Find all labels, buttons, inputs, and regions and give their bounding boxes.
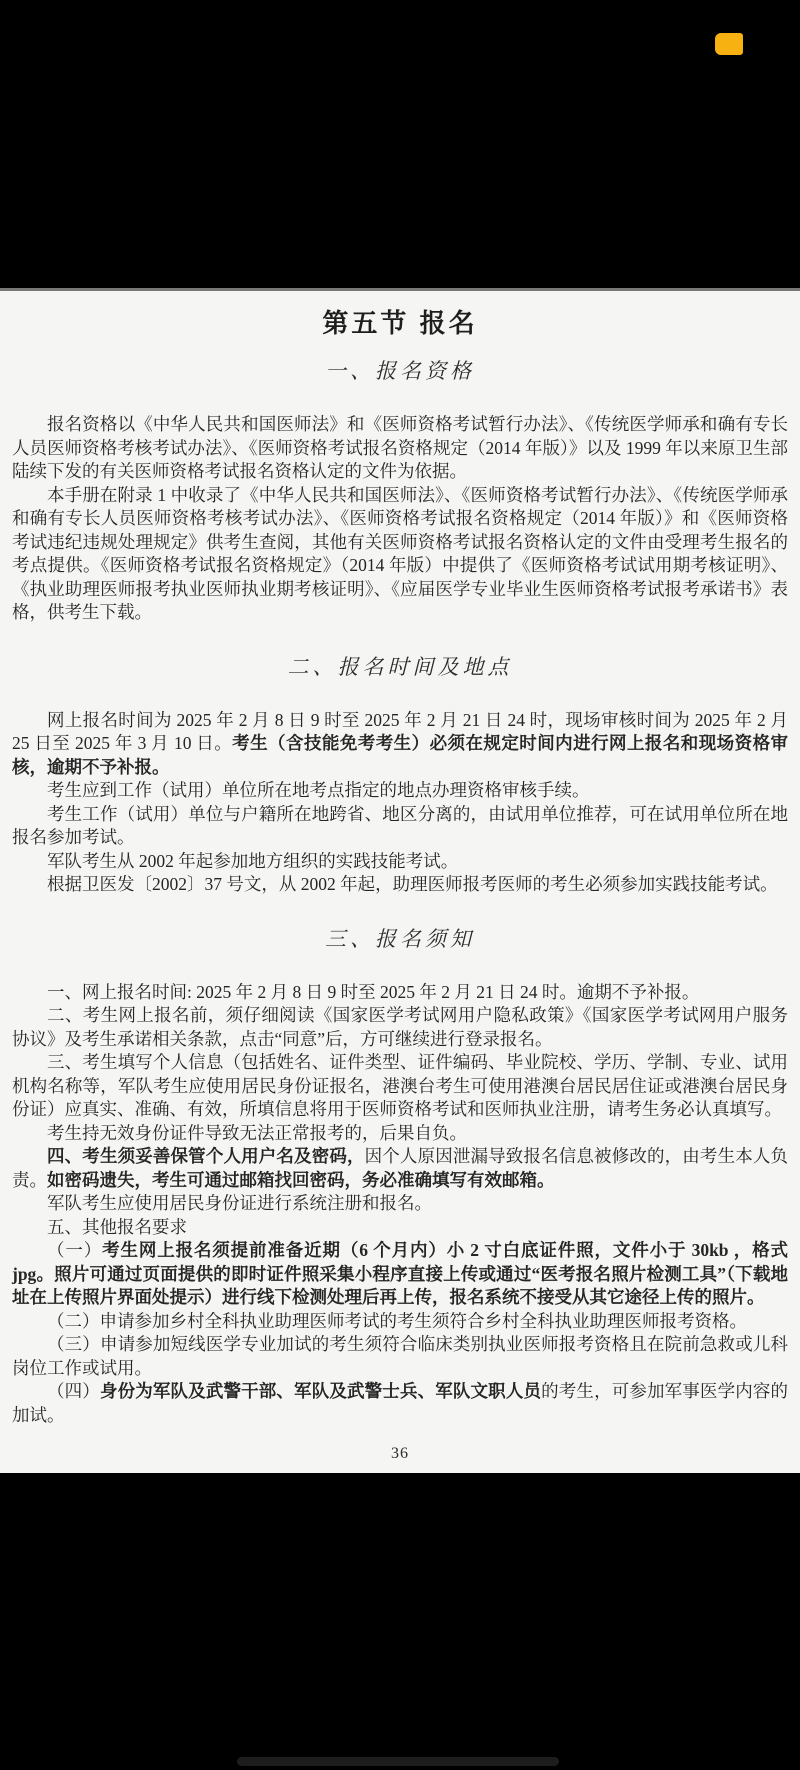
page-number: 36 [391,1445,409,1462]
paragraph: 本手册在附录 1 中收录了《中华人民共和国医师法》、《医师资格考试暂行办法》、《传统医学师承和确有专长人员医师资格考核考试办法》、《医师资格考试报名资格规定（2014 年版）》和《医师资格考试违纪违规处理规定》供考生查阅，其他有关医师资格考试报名资格认定的文件由受理考生报名的考点提供。《医师资格考试报名资格规定》（2014 年版）中提供了《医师资格考试试用期考核证明》、《执业助理医师报考执业医师执业期考核证明》、《应届医学专业毕业生医师资格考试报考承诺书》表格，供考生下载。 [12,484,788,622]
paragraph: 根据卫医发〔2002〕37 号文，从 2002 年起，助理医师报考医师的考生必须参加实践技能考试。 [47,874,778,894]
section-heading-registration-qualification: 一、报名资格 [325,359,475,383]
paragraph: （二）申请参加乡村全科执业助理医师考试的考生须符合乡村全科执业助理医师报考资格。 [47,1310,747,1331]
home-indicator[interactable] [237,1757,559,1766]
paragraph: 网上报名时间为 2025 年 2 月 8 日 9 时至 2025 年 2 月 21 日 24 时，现场审核时间为 2025 年 2 月 25 日至 2025 年 3 月 10 日。考生（含技能免考考生）必须在规定时间内进行网上报名和现场资格审核，逾期不予补报。 [12,709,789,777]
paragraph: 考生持无效身份证件导致无法正常报考的，后果自负。 [47,1122,467,1143]
paragraph: （四）身份为军队及武警干部、军队及武警士兵、军队文职人员的考生，可参加军事医学内容的加试。 [12,1381,789,1425]
paragraph: 报名资格以《中华人民共和国医师法》和《医师资格考试暂行办法》、《传统医学师承和确有专长人员医师资格考核考试办法》、《医师资格考试报名资格规定（2014 年版）》以及 1999 年以来原卫生部陆续下发的有关医师资格考试报名资格认定的文件为依据。 [12,414,788,481]
section-heading-registration-time-place: 二、报名时间及地点 [287,654,513,679]
paragraph: 军队考生从 2002 年起参加地方组织的实践技能考试。 [47,850,459,871]
paragraph: 一、网上报名时间: 2025 年 2 月 8 日 9 时至 2025 年 2 月 21 日 24 时。逾期不予补报。 [47,981,700,1002]
paragraph: 考生工作（试用）单位与户籍所在地跨省、地区分离的，由试用单位推荐，可在试用单位所在地报名参加考试。 [12,803,788,847]
paragraph: （一）考生网上报名须提前准备近期（6 个月内）小 2 寸白底证件照，文件小于 30kb ，格式 jpg。照片可通过页面提供的即时证件照采集小程序直接上传或通过“医考报名照片检测工具”（下载地址在上传照片界面处提示）进行线下检测处理后再上传，报名系统不接受从其它途径上传的照片。 [12,1240,789,1307]
document-page [0,288,800,1473]
paragraph: （三）申请参加短线医学专业加试的考生须符合临床类别执业医师报考资格且在院前急救或儿科岗位工作或试用。 [12,1334,788,1378]
paragraph: 四、考生须妥善保管个人用户名及密码，因个人原因泄漏导致报名信息被修改的，由考生本人负责。如密码遗失，考生可通过邮箱找回密码，务必准确填写有效邮箱。 [12,1146,789,1190]
paragraph: 军队考生应使用居民身份证进行系统注册和报名。 [47,1193,432,1213]
paragraph: 考生应到工作（试用）单位所在地考点指定的地点办理资格审核手续。 [47,780,590,800]
screen-capture-indicator-icon[interactable] [715,33,743,55]
page-title: 第五节 报名 [322,308,478,338]
section-heading-registration-notes: 三、报名须知 [325,926,475,951]
paragraph: 二、考生网上报名前，须仔细阅读《国家医学考试网用户隐私政策》《国家医学考试网用户服务协议》及考生承诺相关条款，点击“同意”后，方可继续进行登录报名。 [12,1005,788,1049]
paragraph: 五、其他报名要求 [47,1216,187,1237]
paragraph: 三、考生填写个人信息（包括姓名、证件类型、证件编码、毕业院校、学历、学制、专业、试用机构名称等，军队考生应使用居民身份证报名，港澳台考生可使用港澳台居民居住证或港澳台居民身份证）应真实、准确、有效，所填信息将用于医师资格考试和医师执业注册，请考生务必认真填写。 [12,1052,788,1119]
